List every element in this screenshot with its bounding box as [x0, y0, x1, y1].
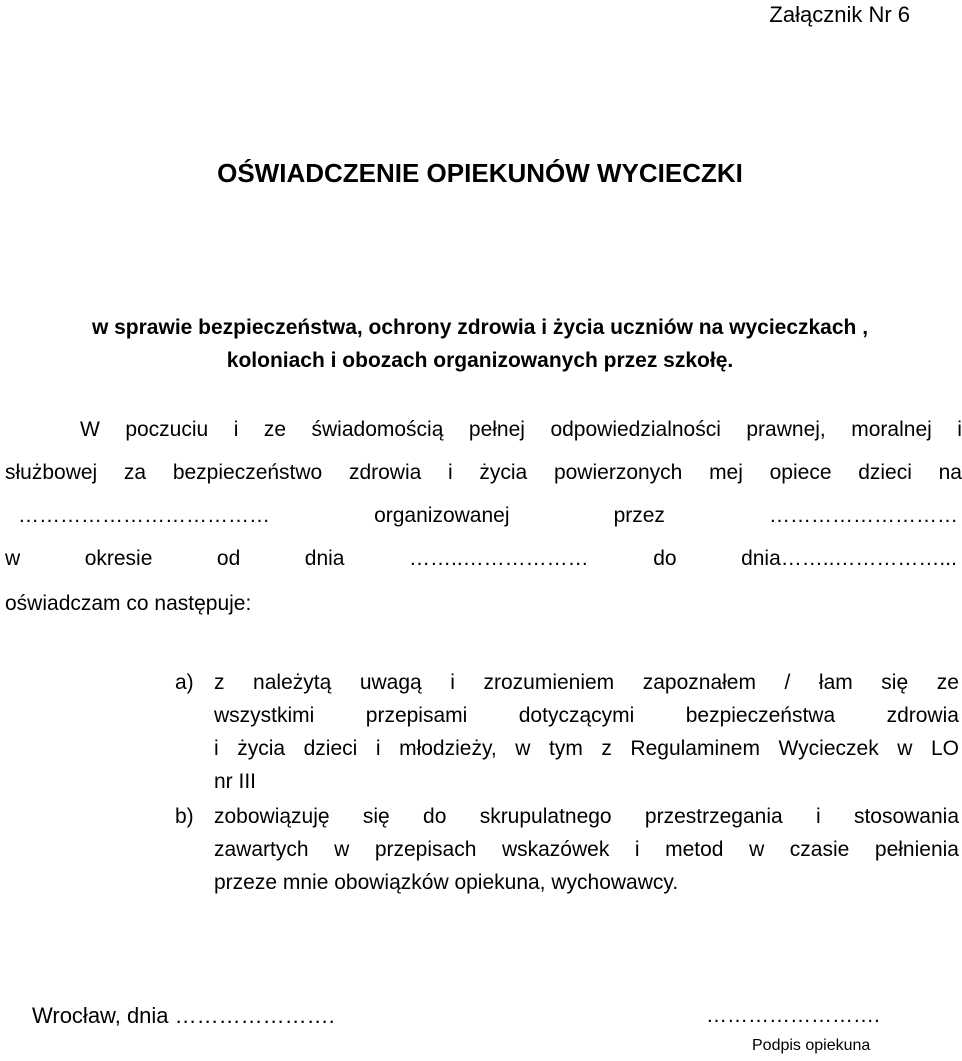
- word: opiece: [769, 461, 832, 484]
- word: w: [749, 838, 765, 861]
- word: zawartych: [214, 838, 309, 861]
- list-marker-b: b): [175, 805, 194, 828]
- word: okresie: [84, 547, 153, 570]
- word: stosowania: [853, 805, 959, 828]
- word: przeze mnie obowiązków opiekuna, wychowawcy.: [214, 871, 679, 894]
- word: ………………………………: [18, 504, 270, 527]
- word: tym: [549, 737, 583, 760]
- word: życia: [237, 737, 286, 760]
- word: wskazówek: [501, 838, 610, 861]
- word: przestrzegania: [644, 805, 783, 828]
- list-item-b-line-2: [214, 838, 959, 862]
- word: skrupulatnego: [479, 805, 612, 828]
- word: dotyczącymi: [518, 704, 635, 727]
- word: i: [815, 805, 821, 828]
- word: mej: [709, 461, 743, 484]
- attachment-label: Załącznik Nr 6: [769, 2, 910, 27]
- word: odpowiedzialności: [550, 418, 721, 441]
- word: należytą: [253, 671, 332, 694]
- word: LO: [930, 737, 959, 760]
- word: z: [601, 737, 612, 760]
- document-subtitle-line-2: koloniach i obozach organizowanych przez szkołę.: [226, 349, 734, 372]
- signature-line: …………………….: [706, 1004, 880, 1027]
- word: do: [423, 805, 447, 828]
- word: i: [957, 418, 962, 441]
- word: pełnienia: [874, 838, 959, 861]
- word: dzieci: [858, 461, 912, 484]
- word: dnia……..……………...: [741, 547, 957, 570]
- word: do: [653, 547, 677, 570]
- word: zdrowia: [348, 461, 422, 484]
- word: dzieci: [303, 737, 358, 760]
- body-line-1: [80, 418, 962, 442]
- word: zobowiązuję: [214, 805, 330, 828]
- list-item-b-line-3: [214, 871, 959, 895]
- word: uwagą: [359, 671, 422, 694]
- word: z: [214, 671, 225, 694]
- word: w: [897, 737, 913, 760]
- word: zapoznałem: [642, 671, 756, 694]
- word: /: [784, 671, 791, 694]
- word: na: [938, 461, 962, 484]
- word: bezpieczeństwo: [172, 461, 323, 484]
- word: i: [233, 418, 239, 441]
- list-item-b-line-1: [214, 805, 959, 829]
- document-title: OŚWIADCZENIE OPIEKUNÓW WYCIECZKI: [217, 158, 743, 188]
- word: powierzonych: [553, 461, 683, 484]
- document-subtitle-line-1: w sprawie bezpieczeństwa, ochrony zdrowia i życia uczniów na wycieczkach ,: [91, 316, 869, 339]
- word: bezpieczeństwa: [685, 704, 836, 727]
- word: Wycieczek: [778, 737, 879, 760]
- list-item-a-line-4: [214, 770, 959, 794]
- word: prawnej,: [746, 418, 826, 441]
- word: służbowej: [5, 461, 98, 484]
- list-item-a-line-1: [214, 671, 959, 695]
- word: przepisami: [365, 704, 468, 727]
- word: i: [214, 737, 219, 760]
- word: czasie: [789, 838, 850, 861]
- word: i: [450, 671, 455, 694]
- word: młodzieży,: [399, 737, 497, 760]
- word: organizowanej: [374, 504, 510, 527]
- word: moralnej: [851, 418, 932, 441]
- place-and-date-field: Wrocław, dnia ………………….: [32, 1003, 335, 1028]
- word: ze: [263, 418, 287, 441]
- word: pełnej: [468, 418, 525, 441]
- word: W: [80, 418, 100, 441]
- word: od: [216, 547, 241, 570]
- word: w: [515, 737, 531, 760]
- word: ze: [936, 671, 959, 694]
- word: łam: [818, 671, 853, 694]
- word: metod: [665, 838, 724, 861]
- body-line-3: [18, 504, 958, 528]
- signature-label: Podpis opiekuna: [752, 1037, 871, 1054]
- word: dnia: [304, 547, 345, 570]
- word: w: [334, 838, 350, 861]
- word: nr III: [214, 770, 257, 793]
- word: życia: [479, 461, 528, 484]
- word: Regulaminem: [630, 737, 760, 760]
- word: za: [123, 461, 147, 484]
- word: wszystkimi: [214, 704, 315, 727]
- word: zdrowia: [886, 704, 959, 727]
- word: i: [634, 838, 640, 861]
- body-line-4: [5, 547, 957, 571]
- body-line-5: oświadczam co następuje:: [5, 592, 252, 615]
- list-item-a-line-3: [214, 737, 959, 761]
- word: poczuciu: [125, 418, 209, 441]
- list-item-a-line-2: [214, 704, 959, 728]
- word: ……..………………: [409, 547, 589, 570]
- body-line-2: [5, 461, 962, 485]
- word: w: [5, 547, 21, 570]
- word: się: [362, 805, 390, 828]
- word: i: [375, 737, 381, 760]
- word: przez: [613, 504, 665, 527]
- word: zrozumieniem: [483, 671, 615, 694]
- word: przepisach: [374, 838, 477, 861]
- list-marker-a: a): [175, 671, 194, 694]
- word: się: [881, 671, 909, 694]
- word: świadomością: [311, 418, 444, 441]
- word: i: [448, 461, 453, 484]
- word: ………………………: [768, 504, 958, 527]
